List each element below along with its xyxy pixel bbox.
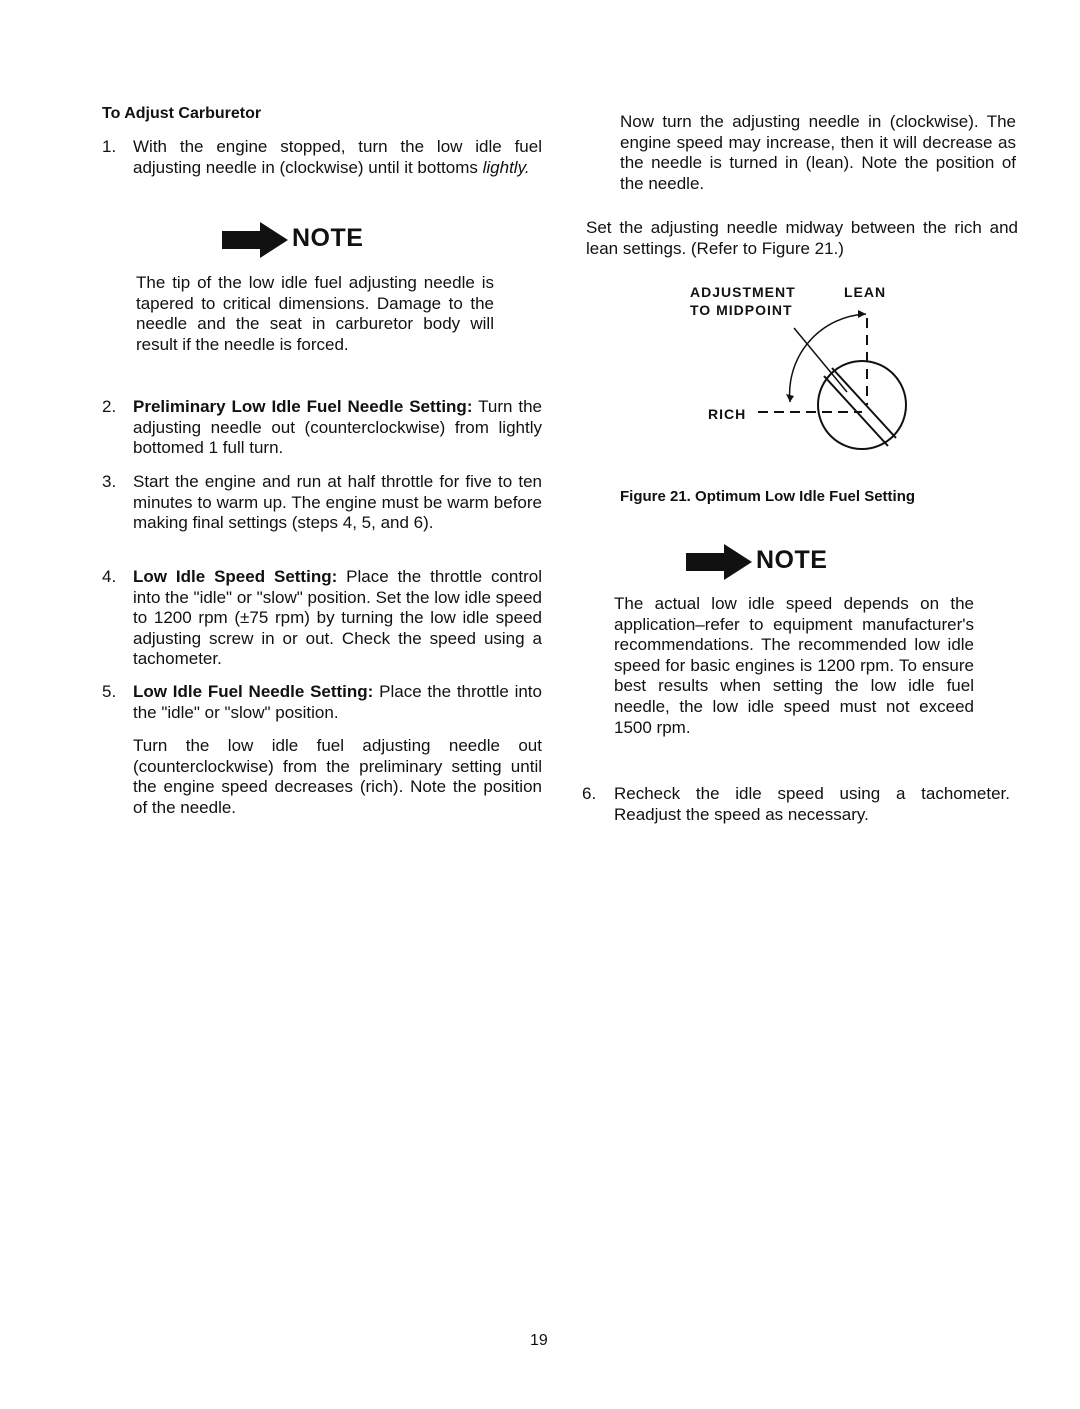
note-1-body: The tip of the low idle fuel adjusting needle is tapered to critical dimensions. Damage to the needle and the seat in carburetor body will result if the needle is forced. bbox=[136, 273, 494, 354]
label-adjustment-line2: TO MIDPOINT bbox=[690, 302, 793, 318]
step-4-text: Low Idle Speed Setting: Place the throttle control into the "idle" or "slow" position. Set the low idle speed to 1200 rpm (±75 rpm) by turning the low idle speed adjusting screw in or out. Check the speed using a tachometer. bbox=[133, 567, 542, 669]
right-para-1: Now turn the adjusting needle in (clockwise). The engine speed may increase, then it will decrease as the needle is turned in (lean). Note the position of the needle. bbox=[620, 112, 1016, 193]
step-1 bbox=[102, 137, 542, 178]
figure-21-caption: Figure 21. Optimum Low Idle Fuel Setting bbox=[620, 488, 916, 505]
step-5-text: Low Idle Fuel Needle Setting: Place the throttle into the "idle" or "slow" position. bbox=[133, 682, 542, 722]
step-number: 4. bbox=[102, 567, 117, 586]
note-banner-2 bbox=[686, 544, 886, 580]
note-arrow-icon bbox=[222, 222, 290, 258]
step-5 bbox=[102, 682, 542, 819]
step-number: 3. bbox=[102, 472, 117, 491]
step-2-title: Preliminary Low Idle Fuel Needle Setting: bbox=[133, 397, 473, 416]
note-banner-1 bbox=[222, 222, 422, 258]
label-lean: LEAN bbox=[844, 284, 887, 300]
right-para-2: Set the adjusting needle midway between the rich and lean settings. (Refer to Figure 21.) bbox=[586, 218, 1018, 258]
section-heading: To Adjust Carburetor bbox=[102, 105, 262, 122]
figure-21 bbox=[682, 280, 1002, 470]
needle-dial-diagram bbox=[682, 280, 1002, 470]
note-arrow-icon bbox=[686, 544, 754, 580]
step-number: 1. bbox=[102, 137, 117, 156]
step-number: 6. bbox=[582, 784, 597, 803]
step-6 bbox=[582, 784, 1022, 825]
page-number: 19 bbox=[530, 1332, 548, 1349]
note-label: NOTE bbox=[756, 546, 828, 574]
step-1-text: With the engine stopped, turn the low idle fuel adjusting needle in (clockwise) until it bottoms lightly. bbox=[133, 137, 542, 177]
note-label: NOTE bbox=[292, 224, 364, 252]
label-rich: RICH bbox=[708, 406, 747, 422]
step-3-text: Start the engine and run at half throttle for five to ten minutes to warm up. The engine must be warm before making final settings (steps 4, 5, and 6). bbox=[133, 472, 542, 533]
step-5-text-2: Turn the low idle fuel adjusting needle out (counterclockwise) from the preliminary setting until the engine speed decreases (rich). Note the position of the needle. bbox=[133, 736, 542, 817]
step-4 bbox=[102, 567, 542, 670]
step-4-title: Low Idle Speed Setting: bbox=[133, 567, 338, 586]
step-1-emphasis: lightly. bbox=[482, 157, 530, 177]
step-2 bbox=[102, 397, 542, 459]
step-2-text: Preliminary Low Idle Fuel Needle Setting: Turn the adjusting needle out (counterclockwise) from lightly bottomed 1 full turn. bbox=[133, 397, 542, 458]
label-adjustment-line1: ADJUSTMENT bbox=[690, 284, 796, 300]
step-3 bbox=[102, 472, 542, 534]
note-2-body: The actual low idle speed depends on the application–refer to equipment manufacturer's recommendations. The recommended low idle speed for basic engines is 1200 rpm. To ensure best results when setting the low idle fuel needle, the low idle speed must not exceed 1500 rpm. bbox=[614, 594, 974, 737]
step-number: 5. bbox=[102, 682, 117, 701]
step-5-title: Low Idle Fuel Needle Setting: bbox=[133, 682, 374, 701]
step-number: 2. bbox=[102, 397, 117, 416]
step-6-text: Recheck the idle speed using a tachometer. Readjust the speed as necessary. bbox=[614, 784, 1010, 824]
